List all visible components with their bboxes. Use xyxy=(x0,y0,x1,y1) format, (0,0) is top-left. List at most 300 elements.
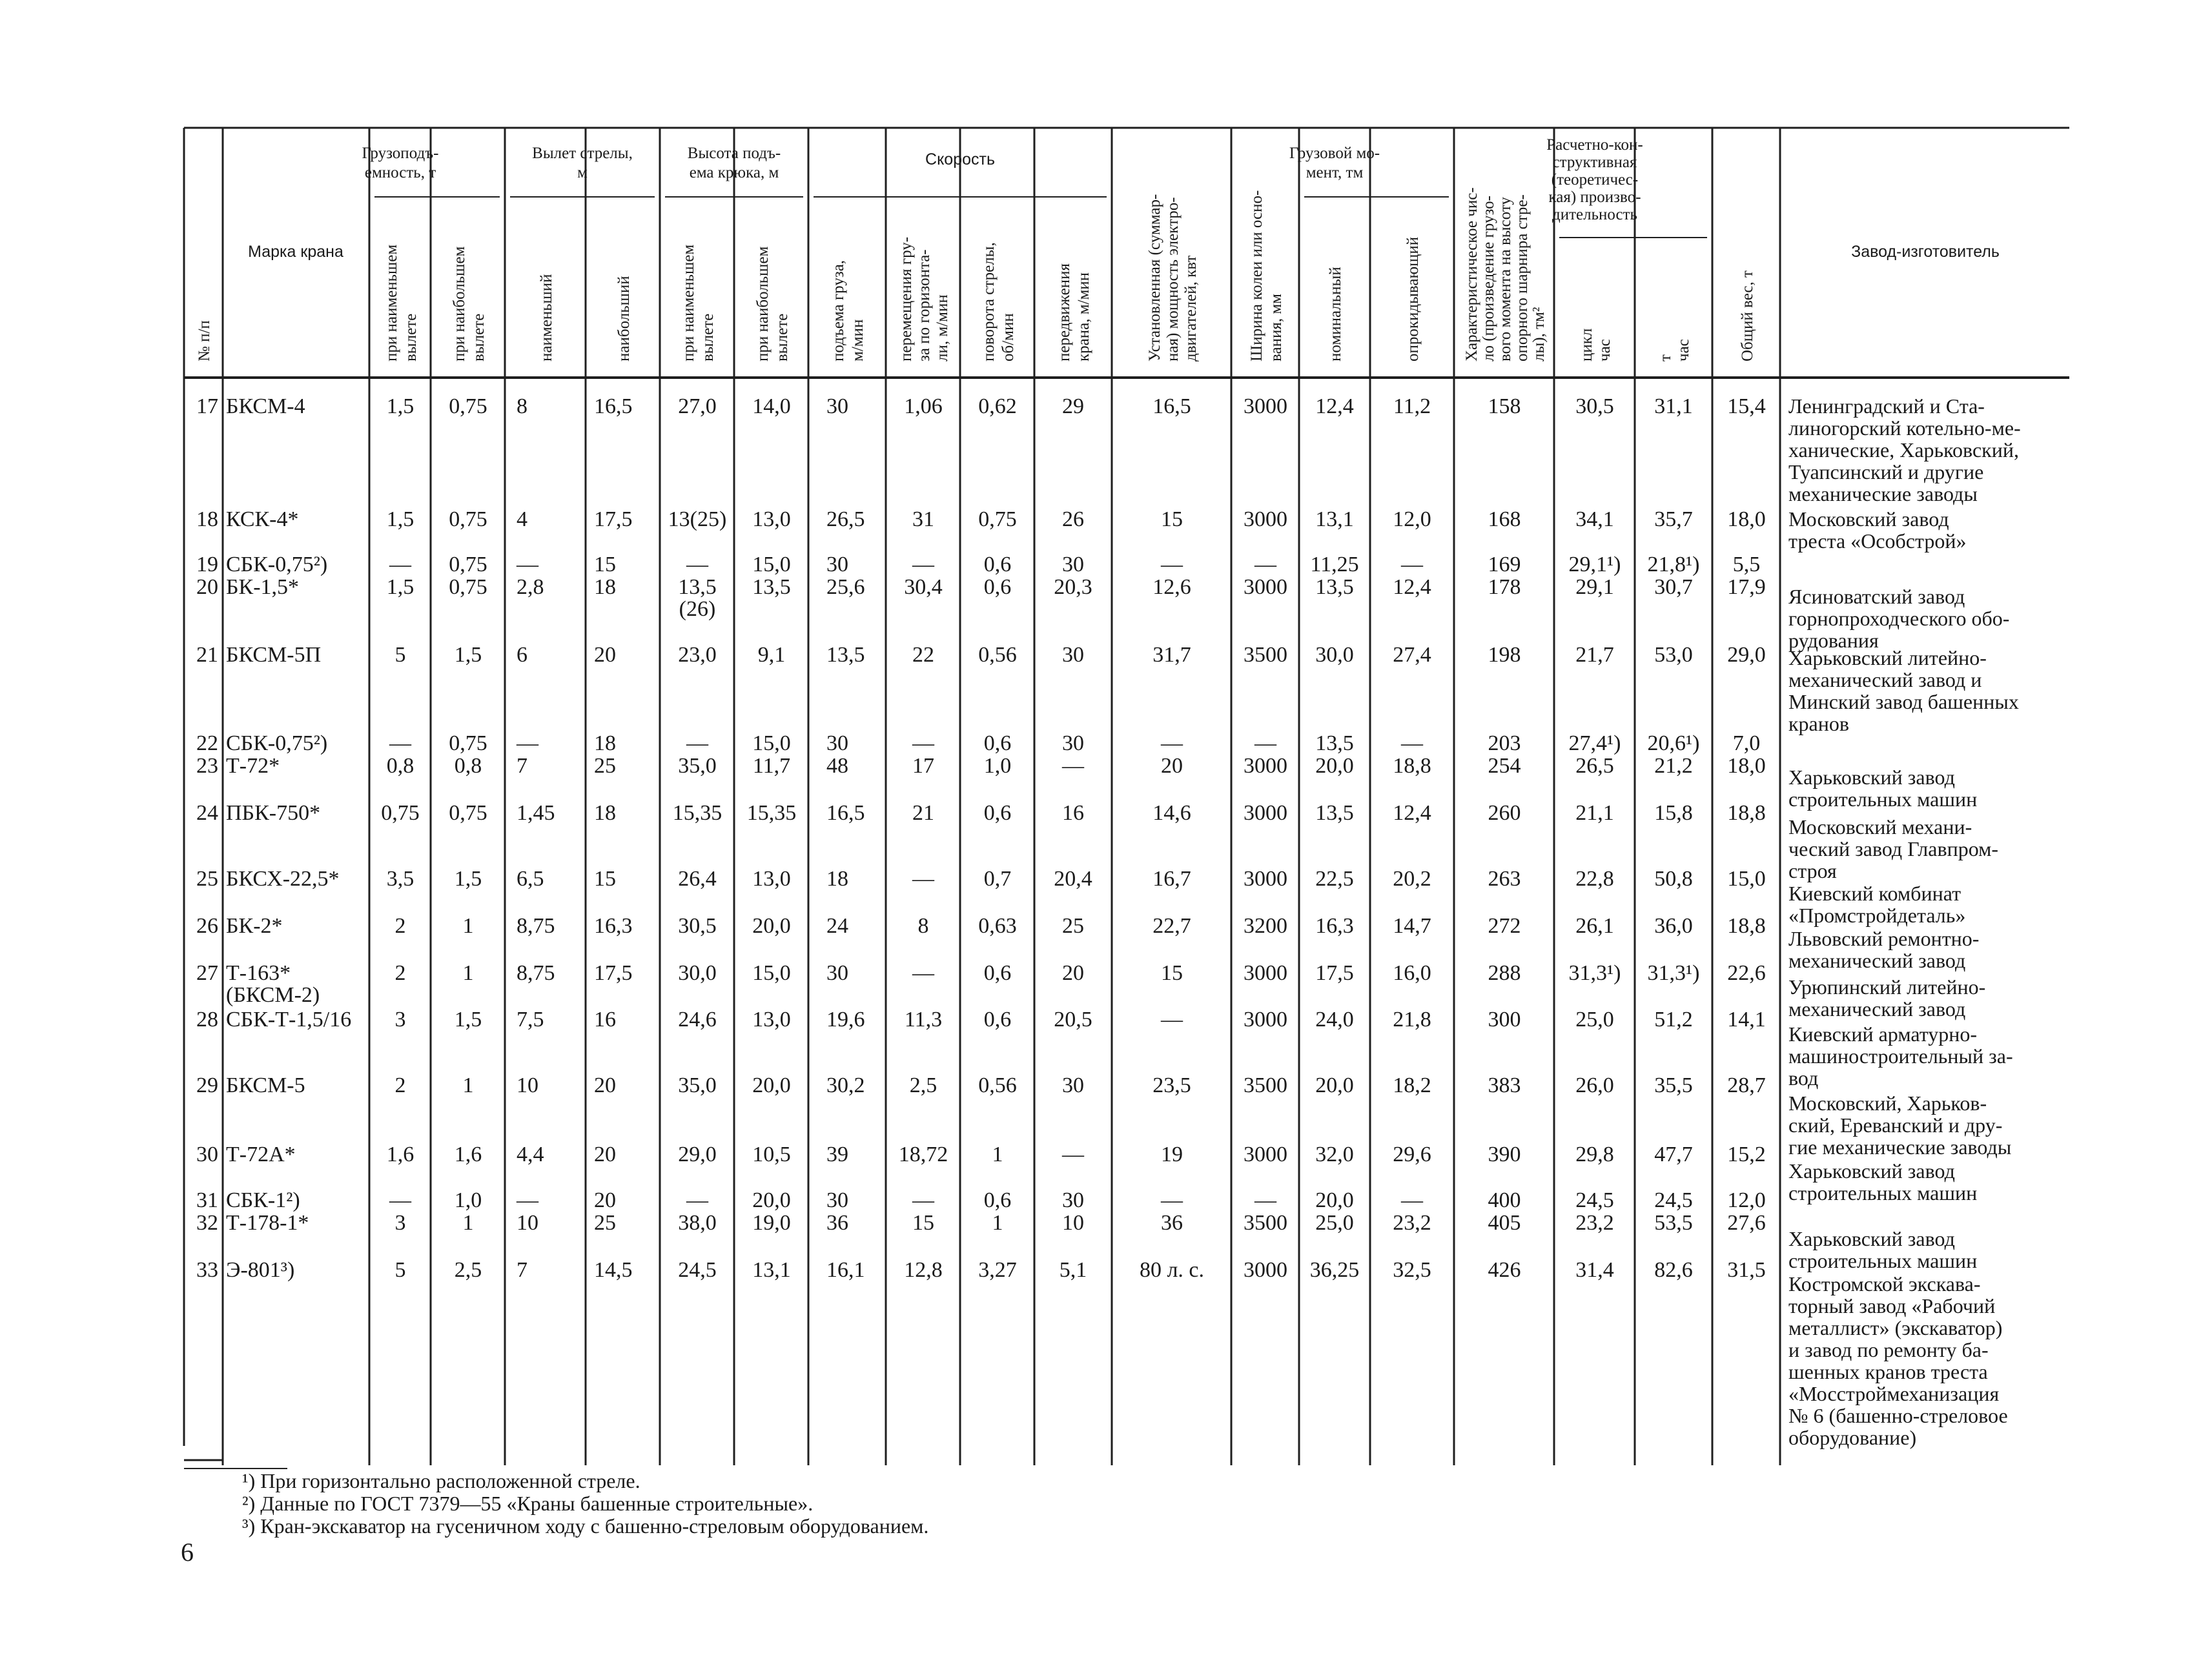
cell-s-rot: 1 xyxy=(992,1143,1003,1166)
cell-m-nom: 13,5 xyxy=(1315,801,1354,825)
table-row xyxy=(196,867,1766,891)
cell-g-min: 3 xyxy=(394,1211,406,1235)
cell-g-min: 1,5 xyxy=(386,507,415,531)
column-header-weight: Общий вес, т xyxy=(1739,270,1756,361)
group-header-speed: Скорость xyxy=(925,150,995,168)
cell-s-move: — xyxy=(912,961,934,985)
factory-line: «Промстройдеталь» xyxy=(1788,904,1966,927)
cell-s-rot: 0,56 xyxy=(978,1073,1017,1097)
cell-char: 203 xyxy=(1488,731,1521,755)
cell-p-cyc: 24,5 xyxy=(1575,1188,1614,1212)
cell-p-t: 51,2 xyxy=(1654,1008,1693,1032)
cell-track: 3000 xyxy=(1244,801,1287,825)
cell-s-rot: 0,75 xyxy=(978,507,1017,531)
cell-track: 3000 xyxy=(1244,1258,1287,1282)
cell-p-t: 24,5 xyxy=(1654,1188,1693,1212)
cell-v-min: 2,8 xyxy=(517,575,544,599)
column-header-factory: Завод-изготовитель xyxy=(1851,243,2000,261)
cell-h-min: 30,0 xyxy=(678,961,717,985)
row-number: 30 xyxy=(196,1143,218,1166)
crane-mark: БКСХ-22,5* xyxy=(226,867,340,891)
cell-g-min: 1,5 xyxy=(386,394,415,418)
cell-m-tip: — xyxy=(1401,731,1423,755)
cell-v-max: 18 xyxy=(594,575,616,599)
group-header-capacity: емность, т xyxy=(364,164,436,181)
column-header-characteristic: лы), тм² xyxy=(1530,307,1548,361)
cell-g-max: 1 xyxy=(462,1211,474,1235)
row-number: 19 xyxy=(196,553,218,576)
cell-p-t: 53,0 xyxy=(1654,643,1693,667)
factory-line: оборудование) xyxy=(1788,1426,1917,1449)
cell-s-move: 21 xyxy=(912,801,934,825)
cell-s-lift: 30 xyxy=(826,731,848,755)
column-header: передвижения xyxy=(1056,263,1073,361)
column-header: подъема груза, xyxy=(830,259,847,361)
cell-h-min: — xyxy=(686,731,708,755)
cell-s-lift: 19,6 xyxy=(826,1008,865,1032)
factory-line: Киевский арматурно- xyxy=(1788,1022,1978,1046)
row-number: 27 xyxy=(196,961,218,985)
cell-m-tip: 12,4 xyxy=(1393,575,1431,599)
cell-weight: 29,0 xyxy=(1727,643,1766,667)
table-row xyxy=(196,1143,1766,1166)
cell-g-max: 1,0 xyxy=(454,1188,482,1212)
cell-g-max: 0,75 xyxy=(449,731,487,755)
cell-char: 263 xyxy=(1488,867,1521,891)
group-header-hook-height: ема крюка, м xyxy=(689,164,779,181)
factory-line: гие механические заводы xyxy=(1788,1135,2012,1159)
cell-s-lift: 30 xyxy=(826,961,848,985)
cell-v-min: 7 xyxy=(517,1258,527,1282)
factory-entry xyxy=(1788,927,1979,972)
cell-power: 16,7 xyxy=(1152,867,1191,891)
cell-m-nom: 20,0 xyxy=(1315,1188,1354,1212)
cell-p-t: 35,7 xyxy=(1654,507,1693,531)
cell-power: 12,6 xyxy=(1152,575,1191,599)
cell-g-min: 0,75 xyxy=(381,801,420,825)
cell-track: 3000 xyxy=(1244,394,1287,418)
factory-entry xyxy=(1788,975,1985,1021)
cell-m-nom: 11,25 xyxy=(1310,553,1359,576)
cell-s-move: 11,3 xyxy=(904,1008,943,1032)
cell-s-lift: 18 xyxy=(826,867,848,891)
cell-char: 383 xyxy=(1488,1073,1521,1097)
cell-weight: 15,2 xyxy=(1727,1143,1766,1166)
cell-s-lift: 16,5 xyxy=(826,801,865,825)
column-header: час xyxy=(1596,339,1613,361)
cell-v-min: — xyxy=(517,553,538,576)
factory-column xyxy=(1788,394,2021,1449)
cell-s-lift: 26,5 xyxy=(826,507,865,531)
cell-m-nom: 32,0 xyxy=(1315,1143,1354,1166)
table-row xyxy=(196,1211,1766,1235)
cell-p-t: 20,6¹) xyxy=(1647,731,1700,755)
factory-line: треста «Особстрой» xyxy=(1788,529,1967,553)
factory-line: металлист» (экскаватор) xyxy=(1788,1316,2003,1339)
cell-p-t: 21,2 xyxy=(1654,754,1693,778)
crane-mark: СБК-1²) xyxy=(226,1188,300,1212)
factory-line: кранов xyxy=(1788,712,1849,735)
cell-v-min: 10 xyxy=(517,1211,538,1235)
row-number: 24 xyxy=(196,801,218,825)
cell-v-min: 1,45 xyxy=(517,801,555,825)
cell-h-min: 13(25) xyxy=(668,507,727,531)
row-number: 28 xyxy=(196,1008,218,1032)
cell-s-rot: 0,6 xyxy=(983,575,1012,599)
factory-line: машиностроительный за- xyxy=(1788,1044,2013,1068)
cell-weight: 5,5 xyxy=(1732,553,1761,576)
table-header xyxy=(196,136,2000,361)
cell-h-min: — xyxy=(686,1188,708,1212)
cell-s-move: 2,5 xyxy=(909,1073,937,1097)
cell-v-min: 7,5 xyxy=(517,1008,544,1032)
cell-p-cyc: 23,2 xyxy=(1575,1211,1614,1235)
table-row xyxy=(196,643,1766,667)
column-header: при наибольшем xyxy=(451,246,468,361)
cell-char: 168 xyxy=(1488,507,1521,531)
cell-s-rot: 0,63 xyxy=(978,914,1017,938)
factory-entry xyxy=(1788,766,1977,811)
cell-v-min: 4 xyxy=(517,507,527,531)
cell-s-rot: 0,7 xyxy=(983,867,1012,891)
group-header-productivity: структивная xyxy=(1552,154,1637,171)
factory-line: вод xyxy=(1788,1066,1819,1090)
column-header-characteristic: опорного шарнира стре- xyxy=(1513,194,1531,361)
crane-mark: СБК-Т-1,5/16 xyxy=(226,1008,352,1032)
cell-m-nom: 16,3 xyxy=(1315,914,1354,938)
cell-g-max: 1,5 xyxy=(454,867,482,891)
factory-line: линогорский котельно-ме- xyxy=(1788,416,2021,440)
column-header-track: Ширина колеи или осно- xyxy=(1248,190,1265,361)
column-header-power: ная) мощность электро- xyxy=(1164,197,1182,361)
cell-track: 3000 xyxy=(1244,1008,1287,1032)
cell-h-min: 13,5 xyxy=(678,575,717,599)
column-header: за по горизонта- xyxy=(916,249,933,361)
cell-h-min-alt: (26) xyxy=(679,597,716,621)
cell-v-min: — xyxy=(517,731,538,755)
crane-mark: Т-72А* xyxy=(226,1143,296,1166)
cell-m-nom: 13,5 xyxy=(1315,731,1354,755)
column-header: вылете xyxy=(773,313,791,361)
cell-p-cyc: 26,1 xyxy=(1575,914,1614,938)
cell-m-tip: — xyxy=(1401,553,1423,576)
cell-v-max: 16,5 xyxy=(594,394,633,418)
factory-line: механический завод xyxy=(1788,949,1966,972)
column-header: номинальный xyxy=(1327,267,1344,361)
table-row xyxy=(196,914,1766,938)
cell-track: — xyxy=(1254,1188,1276,1212)
group-header-productivity: кая) произво- xyxy=(1548,188,1641,206)
crane-mark: Т-72* xyxy=(226,754,280,778)
cell-s-rot: 0,56 xyxy=(978,643,1017,667)
column-header-power: двигателей, квт xyxy=(1182,255,1200,361)
cell-s-move: — xyxy=(912,867,934,891)
cell-s-move: 30,4 xyxy=(904,575,943,599)
cell-p-cyc: 27,4¹) xyxy=(1568,731,1621,755)
column-header-characteristic: вого момента на высоту xyxy=(1497,197,1514,361)
table-row xyxy=(196,1258,1766,1282)
cell-h-max: 20,0 xyxy=(752,914,791,938)
cell-p-t: 35,5 xyxy=(1654,1073,1693,1097)
cell-s-trav: 30 xyxy=(1062,553,1084,576)
cell-g-max: 1 xyxy=(462,1073,474,1097)
cell-power: 20 xyxy=(1161,754,1183,778)
cell-h-max: 15,0 xyxy=(752,553,791,576)
factory-line: Харьковский литейно- xyxy=(1788,646,1987,669)
cell-s-rot: 0,6 xyxy=(983,1008,1012,1032)
cell-weight: 18,0 xyxy=(1727,754,1766,778)
crane-mark: ПБК-750* xyxy=(226,801,321,825)
cell-s-trav: 10 xyxy=(1062,1211,1084,1235)
cell-power: — xyxy=(1161,553,1183,576)
cell-h-min: — xyxy=(686,553,708,576)
row-number: 21 xyxy=(196,643,218,667)
cell-s-trav: 30 xyxy=(1062,1188,1084,1212)
cell-weight: 7,0 xyxy=(1732,731,1761,755)
cell-h-min: 35,0 xyxy=(678,1073,717,1097)
cell-h-min: 29,0 xyxy=(678,1143,717,1166)
cell-m-nom: 17,5 xyxy=(1315,961,1354,985)
cell-p-t: 47,7 xyxy=(1654,1143,1693,1166)
row-number: 25 xyxy=(196,867,218,891)
column-header-characteristic: Характеристическое чис- xyxy=(1463,187,1480,361)
column-header-track: вания, мм xyxy=(1267,294,1285,361)
cell-p-cyc: 29,8 xyxy=(1575,1143,1614,1166)
table-row xyxy=(196,394,1766,418)
factory-line: торный завод «Рабочий xyxy=(1788,1294,1996,1317)
cell-s-move: — xyxy=(912,553,934,576)
cell-s-rot: 1 xyxy=(992,1211,1003,1235)
factory-entry xyxy=(1788,507,1966,553)
group-header-capacity: Грузоподъ- xyxy=(362,145,439,162)
cell-g-max: 1 xyxy=(462,961,474,985)
cell-h-min: 26,4 xyxy=(678,867,717,891)
cell-m-nom: 22,5 xyxy=(1315,867,1354,891)
cell-weight: 18,8 xyxy=(1727,914,1766,938)
cell-h-max: 11,7 xyxy=(752,754,791,778)
column-header-characteristic: ло (произведение грузо- xyxy=(1480,195,1497,361)
cell-g-max: 0,75 xyxy=(449,575,487,599)
cell-v-min: 8,75 xyxy=(517,914,555,938)
table-row xyxy=(196,754,1766,778)
column-header: при наименьшем xyxy=(680,244,697,361)
factory-line: механические заводы xyxy=(1788,482,1978,505)
group-header-moment: мент, тм xyxy=(1306,164,1364,181)
row-number: 23 xyxy=(196,754,218,778)
row-number: 31 xyxy=(196,1188,218,1212)
cell-g-min: 0,8 xyxy=(386,754,415,778)
cell-s-lift: 36 xyxy=(826,1211,848,1235)
cell-m-tip: 12,4 xyxy=(1393,801,1431,825)
crane-mark: СБК-0,75²) xyxy=(226,553,328,576)
cell-g-min: — xyxy=(389,731,411,755)
cell-s-trav: 26 xyxy=(1062,507,1084,531)
cell-power: — xyxy=(1161,1008,1183,1032)
cell-s-rot: 0,6 xyxy=(983,961,1012,985)
cell-weight: 31,5 xyxy=(1727,1258,1766,1282)
cell-m-tip: 20,2 xyxy=(1393,867,1431,891)
column-header: час xyxy=(1675,339,1692,361)
cell-s-rot: 0,6 xyxy=(983,1188,1012,1212)
cell-s-move: — xyxy=(912,1188,934,1212)
cell-s-trav: 29 xyxy=(1062,394,1084,418)
footnote: ²) Данные по ГОСТ 7379—55 «Краны башенные строительные». xyxy=(242,1492,814,1515)
cell-weight: 18,8 xyxy=(1727,801,1766,825)
cell-s-move: 8 xyxy=(917,914,929,938)
factory-line: Московский, Харьков- xyxy=(1788,1092,1987,1115)
cell-v-max: 20 xyxy=(594,1188,616,1212)
factory-line: шенных кранов треста xyxy=(1788,1360,1988,1383)
cell-m-nom: 13,1 xyxy=(1315,507,1354,531)
cell-v-min: 10 xyxy=(517,1073,538,1097)
cell-p-cyc: 21,1 xyxy=(1575,801,1614,825)
column-header: ли, м/мин xyxy=(934,294,951,361)
cell-p-t: 31,1 xyxy=(1654,394,1693,418)
column-header: м/мин xyxy=(849,319,866,361)
column-header: наибольший xyxy=(615,276,633,361)
cell-h-max: 19,0 xyxy=(752,1211,791,1235)
factory-line: Московский механи- xyxy=(1788,815,1972,838)
crane-mark: БКСМ-5 xyxy=(226,1073,305,1097)
cell-g-min: 2 xyxy=(394,914,406,938)
factory-line: ханические, Харьковский, xyxy=(1788,438,2019,462)
cell-m-tip: 16,0 xyxy=(1393,961,1431,985)
cell-v-max: 16,3 xyxy=(594,914,633,938)
crane-mark: БК-2* xyxy=(226,914,283,938)
cell-weight: 27,6 xyxy=(1727,1211,1766,1235)
table-row xyxy=(196,507,1766,531)
column-header: цикл xyxy=(1578,328,1595,361)
cell-h-min: 30,5 xyxy=(678,914,717,938)
cell-m-nom: 13,5 xyxy=(1315,575,1354,599)
cell-track: 3200 xyxy=(1244,914,1287,938)
cell-v-max: 17,5 xyxy=(594,507,633,531)
cell-s-trav: 20 xyxy=(1062,961,1084,985)
cell-char: 426 xyxy=(1488,1258,1521,1282)
cell-power: 22,7 xyxy=(1152,914,1191,938)
cell-p-t: 15,8 xyxy=(1654,801,1693,825)
cell-v-min: 8 xyxy=(517,394,527,418)
cell-p-t: 36,0 xyxy=(1654,914,1693,938)
cell-s-lift: 13,5 xyxy=(826,643,865,667)
cell-m-nom: 25,0 xyxy=(1315,1211,1354,1235)
row-number: 20 xyxy=(196,575,218,599)
cell-m-nom: 30,0 xyxy=(1315,643,1354,667)
factory-line: строя xyxy=(1788,859,1837,882)
cell-s-trav: 16 xyxy=(1062,801,1084,825)
cell-h-max: 13,5 xyxy=(752,575,791,599)
cell-g-min: 1,6 xyxy=(386,1143,415,1166)
cell-g-max: 0,8 xyxy=(454,754,482,778)
factory-line: и завод по ремонту ба- xyxy=(1788,1338,1989,1361)
column-header: об/мин xyxy=(999,313,1017,361)
cell-s-rot: 0,62 xyxy=(978,394,1017,418)
table-row xyxy=(196,575,1766,621)
table-row xyxy=(196,1008,1766,1032)
cell-p-t: 21,8¹) xyxy=(1647,553,1700,576)
cell-g-min: 3,5 xyxy=(386,867,415,891)
factory-line: Туапсинский и другие xyxy=(1788,460,1984,483)
cell-power: — xyxy=(1161,731,1183,755)
group-header-hook-height: Высота подъ- xyxy=(687,145,781,162)
factory-entry xyxy=(1788,815,1998,882)
cell-s-trav: — xyxy=(1062,1143,1084,1166)
factory-line: Костромской экскава- xyxy=(1788,1272,1981,1296)
cell-h-min: 24,5 xyxy=(678,1258,717,1282)
cell-power: 23,5 xyxy=(1152,1073,1191,1097)
factory-line: строительных машин xyxy=(1788,788,1978,811)
cell-weight: 14,1 xyxy=(1727,1008,1766,1032)
cell-char: 260 xyxy=(1488,801,1521,825)
cell-m-tip: 21,8 xyxy=(1393,1008,1431,1032)
cell-s-lift: 30 xyxy=(826,394,848,418)
cell-p-cyc: 34,1 xyxy=(1575,507,1614,531)
cell-power: 15 xyxy=(1161,507,1183,531)
cell-char: 300 xyxy=(1488,1008,1521,1032)
factory-line: горнопроходческого обо- xyxy=(1788,607,2010,630)
footnote: ¹) При горизонтально расположенной стреле. xyxy=(242,1469,640,1492)
cell-v-max: 20 xyxy=(594,1073,616,1097)
cell-h-max: 15,0 xyxy=(752,731,791,755)
cell-h-max: 13,0 xyxy=(752,507,791,531)
crane-mark: КСК-4* xyxy=(226,507,299,531)
crane-mark: Т-163* xyxy=(226,961,291,985)
factory-line: Харьковский завод xyxy=(1788,1227,1955,1250)
row-number: 32 xyxy=(196,1211,218,1235)
page-number: 6 xyxy=(181,1538,194,1567)
row-number: 22 xyxy=(196,731,218,755)
cell-v-max: 15 xyxy=(594,867,616,891)
cell-m-tip: 18,2 xyxy=(1393,1073,1431,1097)
cell-s-trav: 30 xyxy=(1062,643,1084,667)
cell-m-tip: 18,8 xyxy=(1393,754,1431,778)
cell-track: 3500 xyxy=(1244,643,1287,667)
factory-entry xyxy=(1788,1272,2008,1449)
factory-line: Харьковский завод xyxy=(1788,1159,1955,1183)
cell-v-max: 16 xyxy=(594,1008,616,1032)
cell-s-rot: 0,6 xyxy=(983,801,1012,825)
factory-line: механический завод xyxy=(1788,997,1966,1021)
cell-v-max: 20 xyxy=(594,1143,616,1166)
cell-power: 36 xyxy=(1161,1211,1183,1235)
column-header: вылете xyxy=(470,313,487,361)
factory-entry xyxy=(1788,882,1965,927)
column-header-num: № п/п xyxy=(196,320,213,361)
cell-g-min: 2 xyxy=(394,961,406,985)
cell-v-max: 18 xyxy=(594,801,616,825)
cell-power: — xyxy=(1161,1188,1183,1212)
cell-s-move: 12,8 xyxy=(904,1258,943,1282)
cell-p-cyc: 26,5 xyxy=(1575,754,1614,778)
cell-h-min: 23,0 xyxy=(678,643,717,667)
cell-track: 3000 xyxy=(1244,507,1287,531)
cell-s-lift: 48 xyxy=(826,754,848,778)
column-header: т xyxy=(1657,354,1674,361)
table-row xyxy=(196,1188,1766,1212)
cell-char: 169 xyxy=(1488,553,1521,576)
column-header: перемещения гру- xyxy=(897,236,915,361)
cell-char: 178 xyxy=(1488,575,1521,599)
cell-v-max: 25 xyxy=(594,754,616,778)
cell-s-move: 15 xyxy=(912,1211,934,1235)
table-row xyxy=(196,801,1766,825)
cell-g-max: 1,6 xyxy=(454,1143,482,1166)
cell-track: 3000 xyxy=(1244,754,1287,778)
cell-h-min: 24,6 xyxy=(678,1008,717,1032)
cell-p-t: 82,6 xyxy=(1654,1258,1693,1282)
group-header-moment: Грузовой мо- xyxy=(1289,145,1380,162)
factory-line: Ясиноватский завод xyxy=(1788,585,1965,608)
